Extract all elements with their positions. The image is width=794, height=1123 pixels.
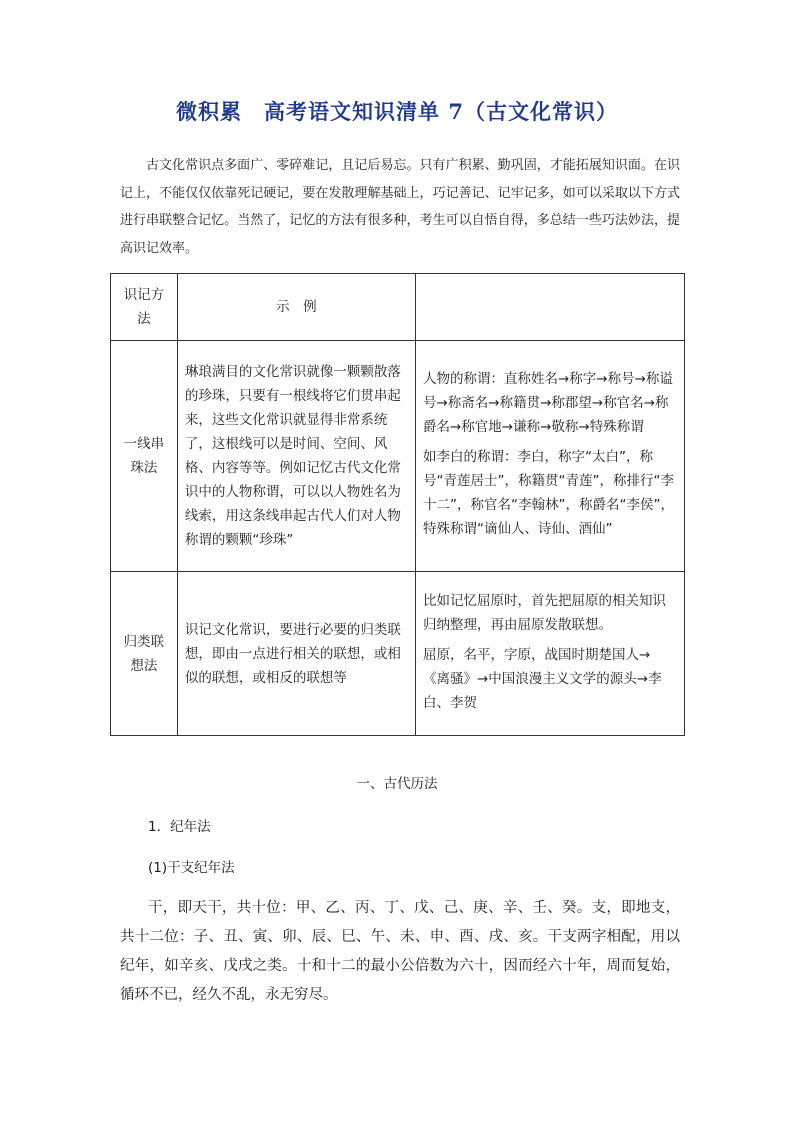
page-title (0, 96, 794, 126)
header-method: 识记方法 (111, 274, 178, 341)
table-row (111, 341, 685, 572)
subsection-heading: 1．纪年法 (148, 819, 211, 835)
example-text: 如李白的称谓：李白，称字“太白”，称号“青莲居士”，称籍贯“青莲”，称排行“李十二”，称官名“李翰林”，称爵名“李侯”，特殊称谓“谪仙人、诗仙、酒仙” (422, 449, 674, 537)
description-cell: 琳琅满目的文化常识就像一颗颗散落的珍珠，只要有一根线将它们贯串起来，这些文化常识就显得非常系统了，这根线可以是时间、空间、风格、内容等等。例如记忆古代文化常识中的人物称谓，可以以人物姓名为线索，用这条线串起古代人们对人物称谓的颗颗“珍珠” (177, 341, 415, 572)
description-cell: 识记文化常识，要进行必要的归类联想，即由一点进行相关的联想，或相似的联想，或相反的联想等 (177, 572, 415, 736)
example-cell (415, 572, 684, 736)
header-blank (415, 274, 684, 341)
memory-methods-table (110, 273, 685, 736)
title-main: 微积累 (176, 99, 243, 124)
section-heading: 一、古代历法 (356, 776, 438, 792)
body-paragraph: 干，即天干，共十位：甲、乙、丙、丁、戊、己、庚、辛、壬、癸。支，即地支，共十二位：子、丑、寅、卯、辰、巳、午、未、申、酉、戌、亥。干支两字相配，用以纪年，如辛亥、戊戌之类。十和十二的最小公倍数为六十，因而经六十年，周而复始，循环不已，经久不乱，永无穷尽。 (120, 900, 680, 1003)
method-cell: 一线串珠法 (111, 341, 178, 572)
example-text: 比如记忆屈原时，首先把屈原的相关知识归纳整理，再由屈原发散联想。 (422, 592, 666, 633)
subsubsection-heading: (1)干支纪年法 (148, 860, 235, 876)
example-cell (415, 341, 684, 572)
method-cell: 归类联想法 (111, 572, 178, 736)
example-text: 人物的称谓：直称姓名→称字→称号→称谥号→称斋名→称籍贯→称郡望→称官名→称爵名→称官地→谦称→敬称→特殊称谓 (422, 371, 673, 435)
header-example: 示 例 (177, 274, 415, 341)
table-row (111, 572, 685, 736)
intro-paragraph: 古文化常识点多面广、零碎难记，且记后易忘。只有广积累、勤巩固，才能拓展知识面。在识记上，不能仅仅依靠死记硬记，要在发散理解基础上，巧记善记、记牢记多，如可以采取以下方式进行串联整合记忆。当然了，记忆的方法有很多种，考生可以自悟自得，多总结一些巧法妙法，提高识记效率。 (120, 158, 680, 256)
title-sub: 高考语文知识清单 7（古文化常识） (264, 99, 618, 124)
example-text: 屈原，名平，字原，战国时期楚国人→《离骚》→中国浪漫主义文学的源头→李白、李贺 (422, 646, 662, 711)
table-header-row (111, 274, 685, 341)
